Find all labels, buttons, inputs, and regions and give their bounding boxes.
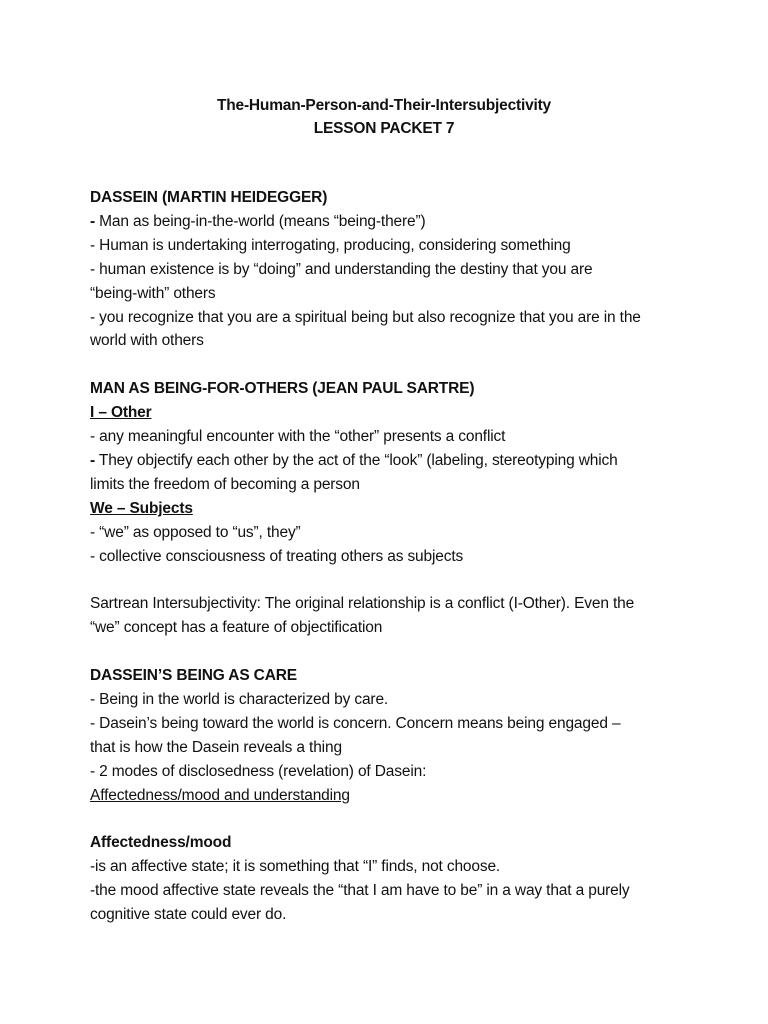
care-line-1: - Being in the world is characterized by care. bbox=[90, 690, 389, 708]
mood-heading: Affectedness/mood bbox=[90, 834, 232, 852]
document-header bbox=[0, 94, 768, 140]
paragraph-gap bbox=[90, 568, 690, 592]
care-line-3: that is how the Dasein reveals a thing bbox=[90, 738, 342, 756]
sartrean-line-1: Sartrean Intersubjectivity: The original relationship is a conflict (I-Other). Even the bbox=[90, 595, 635, 613]
dassein-line-2: - Human is undertaking interrogating, producing, considering something bbox=[90, 236, 571, 254]
sartre-line-1: - any meaningful encounter with the “other” presents a conflict bbox=[90, 428, 506, 446]
bold-dash: - bbox=[90, 451, 96, 469]
document-body bbox=[90, 186, 690, 927]
dassein-line-5: - you recognize that you are a spiritual being but also recognize that you are in the bbox=[90, 308, 641, 326]
dassein-line-6: world with others bbox=[90, 332, 204, 350]
lesson-packet-label: LESSON PACKET 7 bbox=[313, 120, 455, 137]
paragraph-gap bbox=[90, 353, 690, 377]
sartre-line-5: - collective consciousness of treating others as subjects bbox=[90, 547, 464, 565]
care-line-2: - Dasein’s being toward the world is concern. Concern means being engaged – bbox=[90, 714, 621, 732]
sartre-line-4: - “we” as opposed to “us”, they” bbox=[90, 523, 301, 541]
dassein-line-1 bbox=[90, 210, 690, 234]
sartre-line-3: limits the freedom of becoming a person bbox=[90, 475, 360, 493]
care-heading: DASSEIN’S BEING AS CARE bbox=[90, 667, 297, 685]
sartre-line-2 bbox=[90, 449, 690, 473]
mood-line-1: -is an affective state; it is something that “I” finds, not choose. bbox=[90, 858, 501, 876]
document-title: The-Human-Person-and-Their-Intersubjectivity bbox=[217, 97, 551, 114]
paragraph-gap bbox=[90, 640, 690, 664]
sartrean-line-2: “we” concept has a feature of objectification bbox=[90, 619, 383, 637]
dassein-line-3: - human existence is by “doing” and understanding the destiny that you are bbox=[90, 260, 593, 278]
dassein-heading: DASSEIN (MARTIN HEIDEGGER) bbox=[90, 189, 328, 206]
mood-line-2: -the mood affective state reveals the “that I am have to be” in a way that a purely bbox=[90, 882, 630, 900]
we-subjects-subheading: We – Subjects bbox=[90, 499, 193, 517]
care-line-4: - 2 modes of disclosedness (revelation) of Dasein: bbox=[90, 762, 427, 780]
paragraph-gap bbox=[90, 808, 690, 832]
i-other-subheading: I – Other bbox=[90, 404, 152, 422]
dassein-line-1-text: Man as being-in-the-world (means “being-there”) bbox=[95, 212, 426, 230]
bold-dash: - bbox=[90, 212, 96, 230]
mood-line-3: cognitive state could ever do. bbox=[90, 906, 287, 924]
sartre-line-2-text: They objectify each other by the act of the “look” (labeling, stereotyping which bbox=[95, 451, 618, 469]
sartre-heading: MAN AS BEING-FOR-OTHERS (JEAN PAUL SARTRE) bbox=[90, 380, 475, 398]
dassein-line-4: “being-with” others bbox=[90, 284, 216, 302]
care-line-5: Affectedness/mood and understanding bbox=[90, 786, 350, 804]
